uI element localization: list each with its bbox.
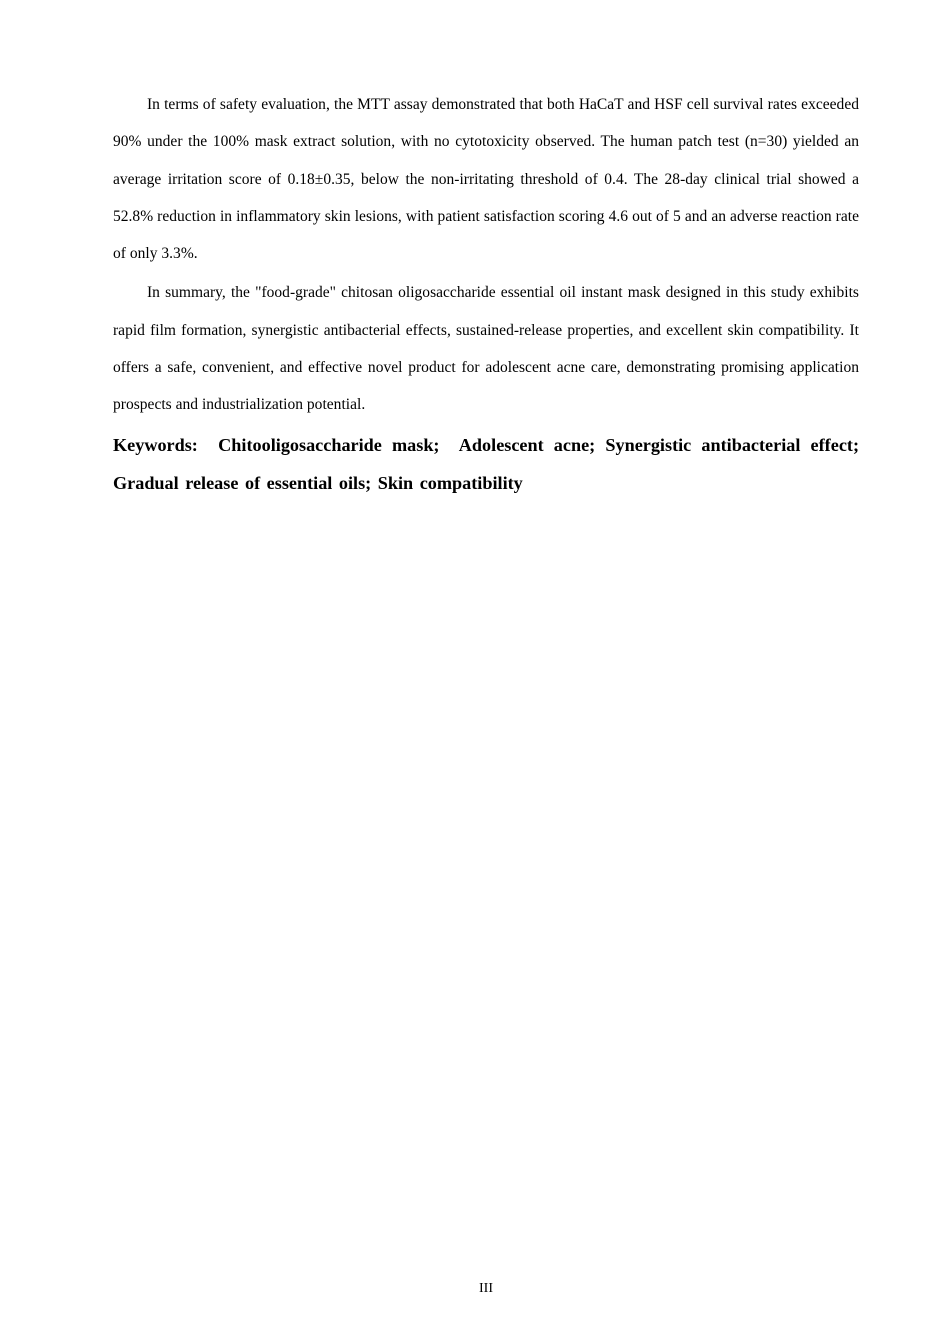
page-body	[113, 86, 866, 502]
keywords-line: Keywords: Chitooligosaccharide mask; Adolescent acne; Synergistic antibacterial effect; Gradual release of essential oils; Skin compatibility	[113, 434, 866, 493]
abstract-paragraph-summary: In summary, the "food-grade" chitosan oligosaccharide essential oil instant mask designed in this study exhibits rapid film formation, synergistic antibacterial effects, sustained-release properties, and excellent skin compatibility. It offers a safe, convenient, and effective novel product for adolescent acne care, demonstrating promising application prospects and industrialization potential.	[113, 284, 859, 414]
page-number: III	[479, 1281, 493, 1296]
abstract-paragraph-safety: In terms of safety evaluation, the MTT assay demonstrated that both HaCaT and HSF cell survival rates exceeded 90% under the 100% mask extract solution, with no cytotoxicity observed. The human patch test (n=30) yielded an average irritation score of 0.18±0.35, below the non-irritating threshold of 0.4. The 28-day clinical trial showed a 52.8% reduction in inflammatory skin lesions, with patient satisfaction scoring 4.6 out of 5 and an adverse reaction rate of only 3.3%.	[113, 96, 859, 263]
